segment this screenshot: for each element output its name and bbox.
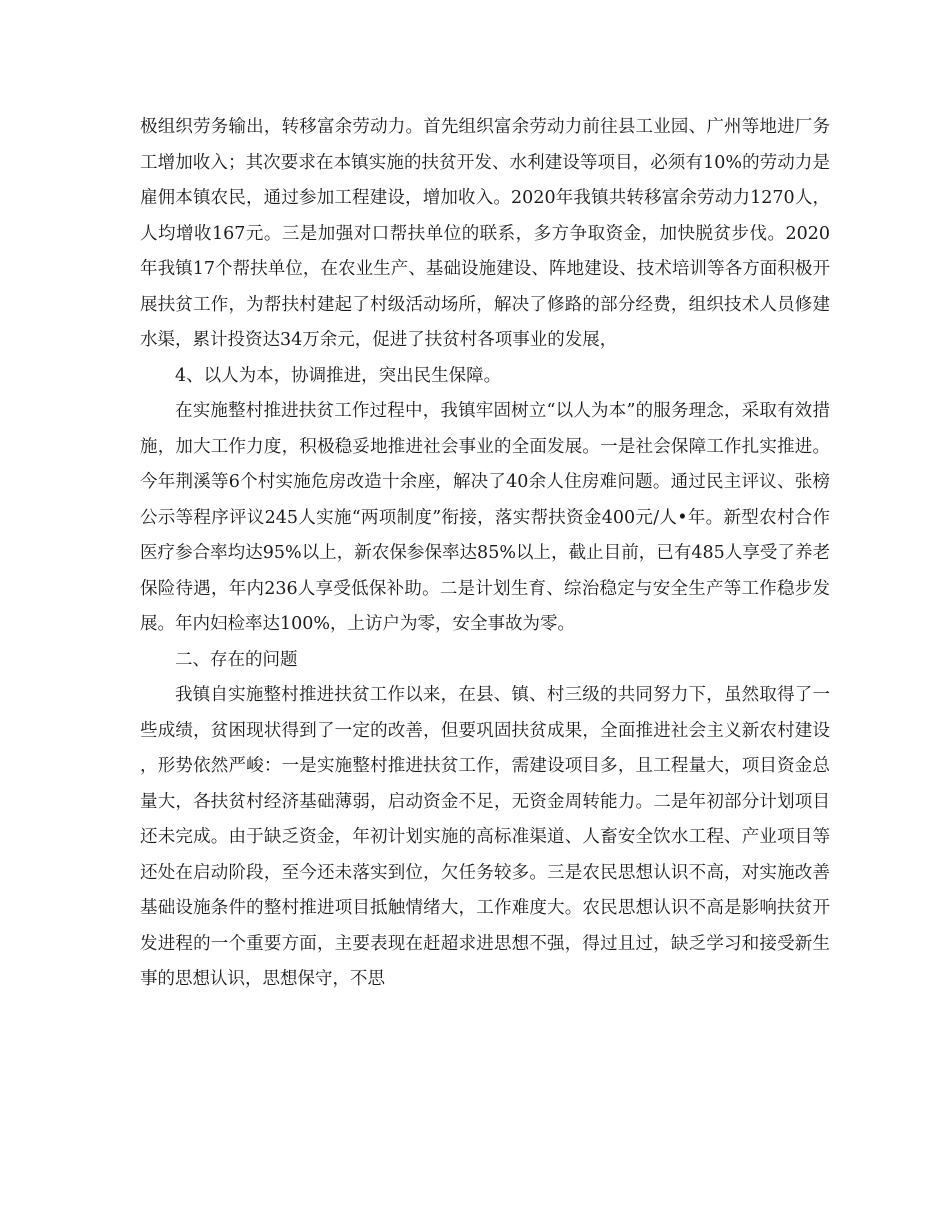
paragraph-continuation: 极组织劳务输出，转移富余劳动力。首先组织富余劳动力前往县工业园、广州等地进厂务工增加收入；其次要求在本镇实施的扶贫开发、水利建设等项目，必须有10%的劳动力是雇佣本镇农民，通过参加工程建设，增加收入。2020年我镇共转移富余劳动力1270人，人均增收167元。三是加强对口帮扶单位的联系，多方争取资金，加快脱贫步伐。2020年我镇17个帮扶单位，在农业生产、基础设施建设、阵地建设、技术培训等各方面积极开展扶贫工作，为帮扶村建起了村级活动场所，解决了修路的部分经费，组织技术人员修建水渠，累计投资达34万余元，促进了扶贫村各项事业的发展， [140,117,830,350]
paragraph-social-security: 在实施整村推进扶贫工作过程中，我镇牢固树立“以人为本”的服务理念，采取有效措施，加大工作力度，积极稳妥地推进社会事业的全面发展。一是社会保障工作扎实推进。今年荆溪等6个村实施危房改造十余座，解决了40余人住房难问题。通过民主评议、张榜公示等程序评议245人实施“两项制度”衔接，落实帮扶资金400元/人•年。新型农村合作医疗参合率均达95%以上，新农保参保率达85%以上，截止目前，已有485人享受了养老保险待遇，年内236人享受低保补助。二是计划生育、综治稳定与安全生产等工作稳步发展。年内妇检率达100%，上访户为零，安全事故为零。 [140,401,830,634]
section-heading-people-first: 4、以人为本，协调推进，突出民生保障。 [175,365,502,386]
document-body [140,110,830,998]
paragraph-problems: 我镇自实施整村推进扶贫工作以来，在县、镇、村三级的共同努力下，虽然取得了一些成绩，贫困现状得到了一定的改善，但要巩固扶贫成果，全面推进社会主义新农村建设，形势依然严峻：一是实施整村推进扶贫工作，需建设项目多，且工程量大，项目资金总量大，各扶贫村经济基础薄弱，启动资金不足，无资金周转能力。二是年初部分计划项目还未完成。由于缺乏资金，年初计划实施的高标准渠道、人畜安全饮水工程、产业项目等还处在启动阶段，至今还未落实到位，欠任务较多。三是农民思想认识不高，对实施改善基础设施条件的整村推进项目抵触情绪大，工作难度大。农民思想认识不高是影响扶贫开发进程的一个重要方面，主要表现在赶超求进思想不强，得过且过，缺乏学习和接受新生事的思想认识，思想保守，不思 [140,685,830,989]
section-heading-problems: 二、存在的问题 [175,649,298,670]
